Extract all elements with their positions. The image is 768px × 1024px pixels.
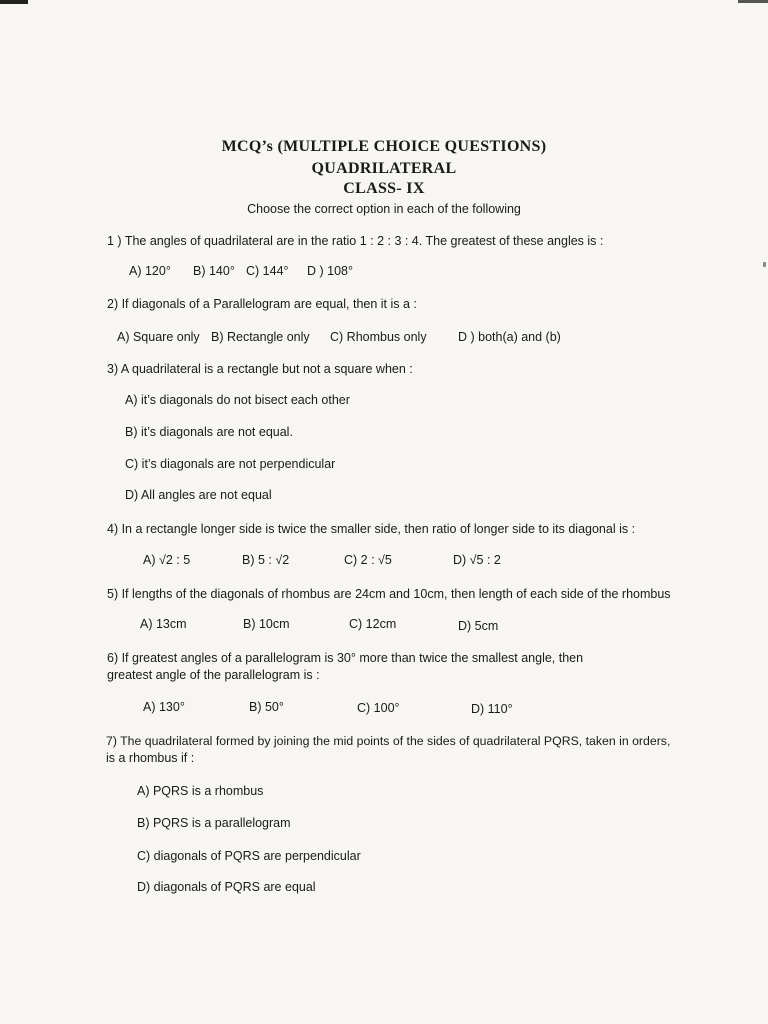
q2-option-a: A) Square only [117, 330, 200, 344]
q3-option-b: B) it’s diagonals are not equal. [125, 425, 293, 439]
q1-option-b: B) 140° [193, 264, 235, 278]
q6-option-b: B) 50° [249, 700, 284, 714]
question-7: 7) The quadrilateral formed by joining the mid points of the sides of quadrilateral PQRS, taken in orders, [106, 734, 671, 748]
q3-option-c: C) it’s diagonals are not perpendicular [125, 457, 336, 471]
q3-option-d: D) All angles are not equal [125, 488, 272, 502]
document-title: MCQ’s (MULTIPLE CHOICE QUESTIONS) [221, 138, 547, 155]
q2-option-d: D ) both(a) and (b) [458, 330, 561, 344]
scan-edge-mark [0, 0, 28, 4]
question-6: 6) If greatest angles of a parallelogram is 30° more than twice the smallest angle, then [107, 651, 584, 665]
q5-option-c: C) 12cm [349, 617, 397, 631]
question-3: 3) A quadrilateral is a rectangle but not a square when : [107, 362, 413, 376]
q6-option-c: C) 100° [357, 701, 400, 715]
question-1: 1 ) The angles of quadrilateral are in the ratio 1 : 2 : 3 : 4. The greatest of these angles is : [107, 234, 604, 248]
q5-option-b: B) 10cm [243, 617, 290, 631]
q4-option-b: B) 5 : √2 [242, 553, 290, 567]
q4-option-d: D) √5 : 2 [453, 553, 501, 567]
question-5: 5) If lengths of the diagonals of rhombus are 24cm and 10cm, then length of each side of the rhombus [107, 587, 671, 601]
q1-option-d: D ) 108° [307, 264, 353, 278]
question-2: 2) If diagonals of a Parallelogram are equal, then it is a : [107, 297, 417, 311]
q7-option-b: B) PQRS is a parallelogram [137, 816, 291, 830]
question-6-continued: greatest angle of the parallelogram is : [107, 668, 320, 682]
q6-option-d: D) 110° [471, 702, 513, 716]
scan-speck [763, 262, 766, 267]
q7-option-a: A) PQRS is a rhombus [137, 784, 264, 798]
document-subject: QUADRILATERAL [311, 160, 457, 177]
question-4: 4) In a rectangle longer side is twice the smaller side, then ratio of longer side to its diagonal is : [107, 522, 636, 536]
q3-option-a: A) it’s diagonals do not bisect each other [125, 393, 350, 407]
q7-option-d: D) diagonals of PQRS are equal [137, 880, 316, 894]
q5-option-a: A) 13cm [140, 617, 187, 631]
q5-option-d: D) 5cm [458, 619, 499, 633]
q1-option-a: A) 120° [129, 264, 171, 278]
q6-option-a: A) 130° [143, 700, 185, 714]
q2-option-b: B) Rectangle only [211, 330, 310, 344]
q4-option-a: A) √2 : 5 [143, 553, 191, 567]
scan-edge-mark [738, 0, 768, 3]
document-class: CLASS- IX [343, 180, 425, 197]
q7-option-c: C) diagonals of PQRS are perpendicular [137, 849, 361, 863]
instruction-text: Choose the correct option in each of the following [247, 202, 521, 216]
q4-option-c: C) 2 : √5 [344, 553, 392, 567]
q2-option-c: C) Rhombus only [330, 330, 427, 344]
q1-option-c: C) 144° [246, 264, 289, 278]
question-7-continued: is a rhombus if : [106, 751, 195, 765]
